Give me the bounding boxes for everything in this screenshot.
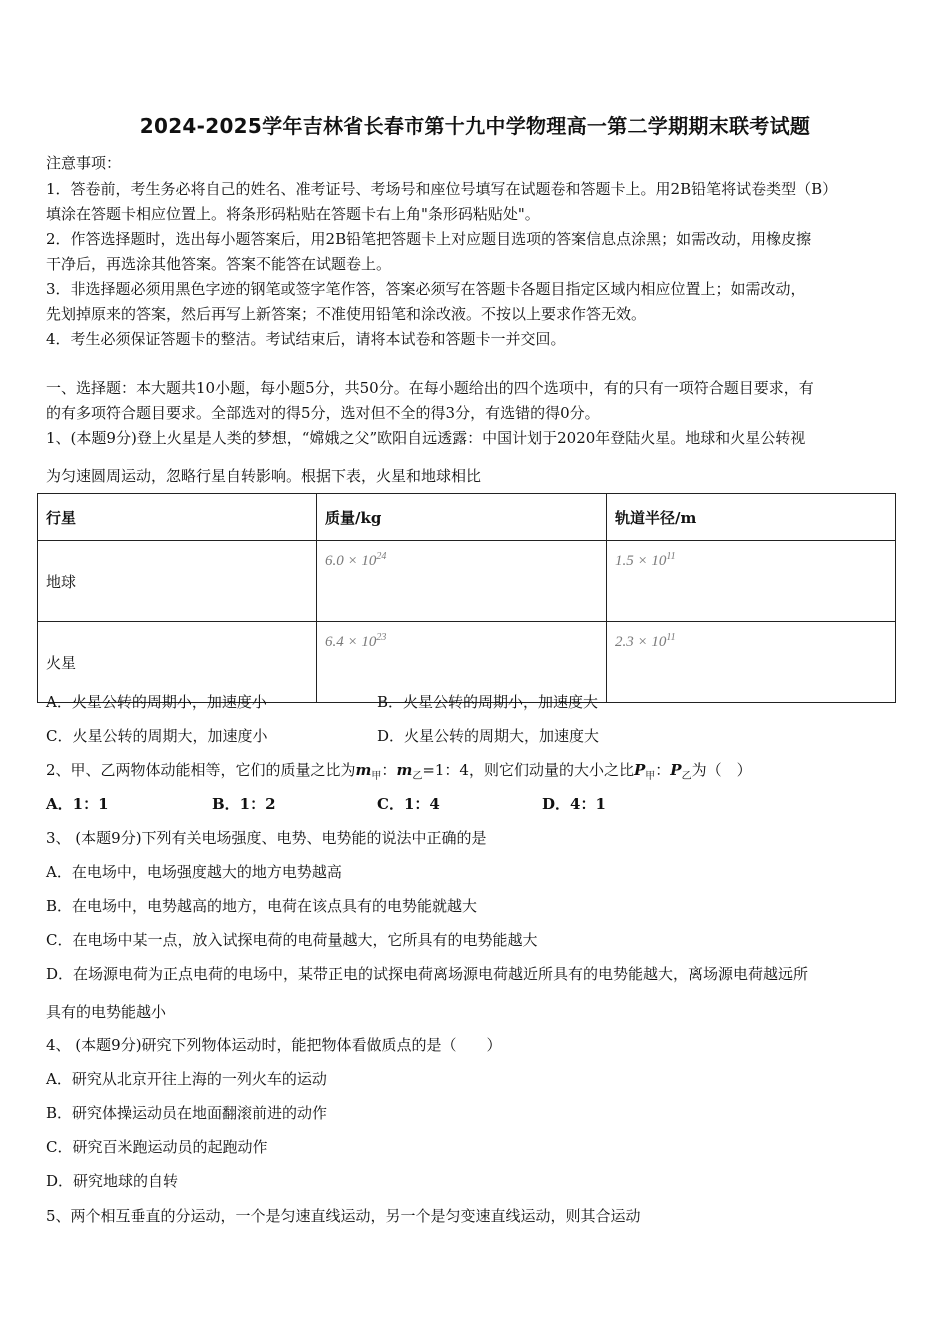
planet-table bbox=[37, 493, 896, 703]
q2-option-c: C．1：4 bbox=[377, 795, 440, 813]
q1-stem: 1、(本题9分)登上火星是人类的梦想，“嫦娥之父”欧阳自远透露：中国计划于2020年登陆火星。地球和火星公转视 bbox=[46, 429, 806, 447]
q3-stem: 3、 (本题9分)下列有关电场强度、电势、电势能的说法中正确的是 bbox=[46, 829, 487, 847]
q2-option-b: B．1：2 bbox=[212, 795, 276, 813]
radius-value: $1.5 \times 10^{11}$ bbox=[607, 541, 896, 622]
section-intro: 的有多项符合题目要求。全部选对的得5分，选对但不全的得3分，有选错的得0分。 bbox=[46, 404, 600, 422]
q1-option-b: B．火星公转的周期小，加速度大 bbox=[377, 693, 599, 711]
notice-line: 先划掉原来的答案，然后再写上新答案；不准使用铅笔和涂改液。不按以上要求作答无效。 bbox=[46, 305, 647, 323]
table-header: 质量/kg bbox=[317, 494, 607, 541]
section-intro: 一、选择题：本大题共10小题，每小题5分，共50分。在每小题给出的四个选项中，有的只有一项符合题目要求，有 bbox=[46, 379, 814, 397]
notice-line: 2．作答选择题时，选出每小题答案后，用2B铅笔把答题卡上对应题目选项的答案信息点涂黑；如需改动，用橡皮擦 bbox=[46, 230, 812, 248]
table-row bbox=[38, 541, 896, 622]
table-header: 轨道半径/m bbox=[607, 494, 896, 541]
q2-stem: 2、甲、乙两物体动能相等，它们的质量之比为$m_甲$：$m_乙=1$：4，则它们动量的大小之比$P_甲$：$P_乙$为（ ） bbox=[46, 761, 752, 782]
q3-option-b: B．在电场中，电势越高的地方，电荷在该点具有的电势能就越大 bbox=[46, 897, 478, 915]
q4-option-d: D．研究地球的自转 bbox=[46, 1172, 179, 1190]
q3-option-d: D．在场源电荷为正点电荷的电场中，某带正电的试探电荷离场源电荷越近所具有的电势能越大，离场源电荷越远所 bbox=[46, 965, 809, 983]
notice-line: 干净后，再选涂其他答案。答案不能答在试题卷上。 bbox=[46, 255, 392, 273]
planet-name: 火星 bbox=[38, 622, 317, 703]
q4-option-b: B．研究体操运动员在地面翻滚前进的动作 bbox=[46, 1104, 328, 1122]
q3-option-d-cont: 具有的电势能越小 bbox=[46, 1003, 167, 1021]
mass-value: $6.0 \times 10^{24}$ bbox=[317, 541, 607, 622]
q4-option-c: C．研究百米跑运动员的起跑动作 bbox=[46, 1138, 268, 1156]
q5-stem: 5、两个相互垂直的分运动，一个是匀速直线运动，另一个是匀变速直线运动，则其合运动 bbox=[46, 1207, 641, 1225]
notice-line: 填涂在答题卡相应位置上。将条形码粘贴在答题卡右上角"条形码粘贴处"。 bbox=[46, 205, 540, 223]
q1-option-c: C．火星公转的周期大，加速度小 bbox=[46, 727, 268, 745]
q1-stem: 为匀速圆周运动，忽略行星自转影响。根据下表，火星和地球相比 bbox=[46, 467, 482, 485]
notice-line: 1．答卷前，考生务必将自己的姓名、准考证号、考场号和座位号填写在试题卷和答题卡上。用2B铅笔将试卷类型（B） bbox=[46, 180, 838, 198]
page-title: 2024-2025学年吉林省长春市第十九中学物理高一第二学期期末联考试题 bbox=[139, 114, 811, 138]
q1-option-a: A．火星公转的周期小，加速度小 bbox=[46, 693, 267, 711]
q3-option-c: C．在电场中某一点，放入试探电荷的电荷量越大，它所具有的电势能越大 bbox=[46, 931, 538, 949]
notice-heading: 注意事项： bbox=[46, 154, 122, 172]
q2-option-a: A．1：1 bbox=[46, 795, 109, 813]
table-header: 行星 bbox=[38, 494, 317, 541]
radius-value: $2.3 \times 10^{11}$ bbox=[607, 622, 896, 703]
planet-name: 地球 bbox=[38, 541, 317, 622]
mass-value: $6.4 \times 10^{23}$ bbox=[317, 622, 607, 703]
q3-option-a: A．在电场中，电场强度越大的地方电势越高 bbox=[46, 863, 342, 881]
notice-line: 4．考生必须保证答题卡的整洁。考试结束后，请将本试卷和答题卡一并交回。 bbox=[46, 330, 566, 348]
q4-option-a: A．研究从北京开往上海的一列火车的运动 bbox=[46, 1070, 327, 1088]
table-header-row bbox=[38, 494, 896, 541]
q1-option-d: D．火星公转的周期大，加速度大 bbox=[377, 727, 600, 745]
notice-line: 3．非选择题必须用黑色字迹的钢笔或签字笔作答，答案必须写在答题卡各题目指定区域内相应位置上；如需改动， bbox=[46, 280, 806, 298]
q2-option-d: D．4：1 bbox=[542, 795, 606, 813]
q4-stem: 4、 (本题9分)研究下列物体运动时，能把物体看做质点的是（ ） bbox=[46, 1036, 502, 1054]
